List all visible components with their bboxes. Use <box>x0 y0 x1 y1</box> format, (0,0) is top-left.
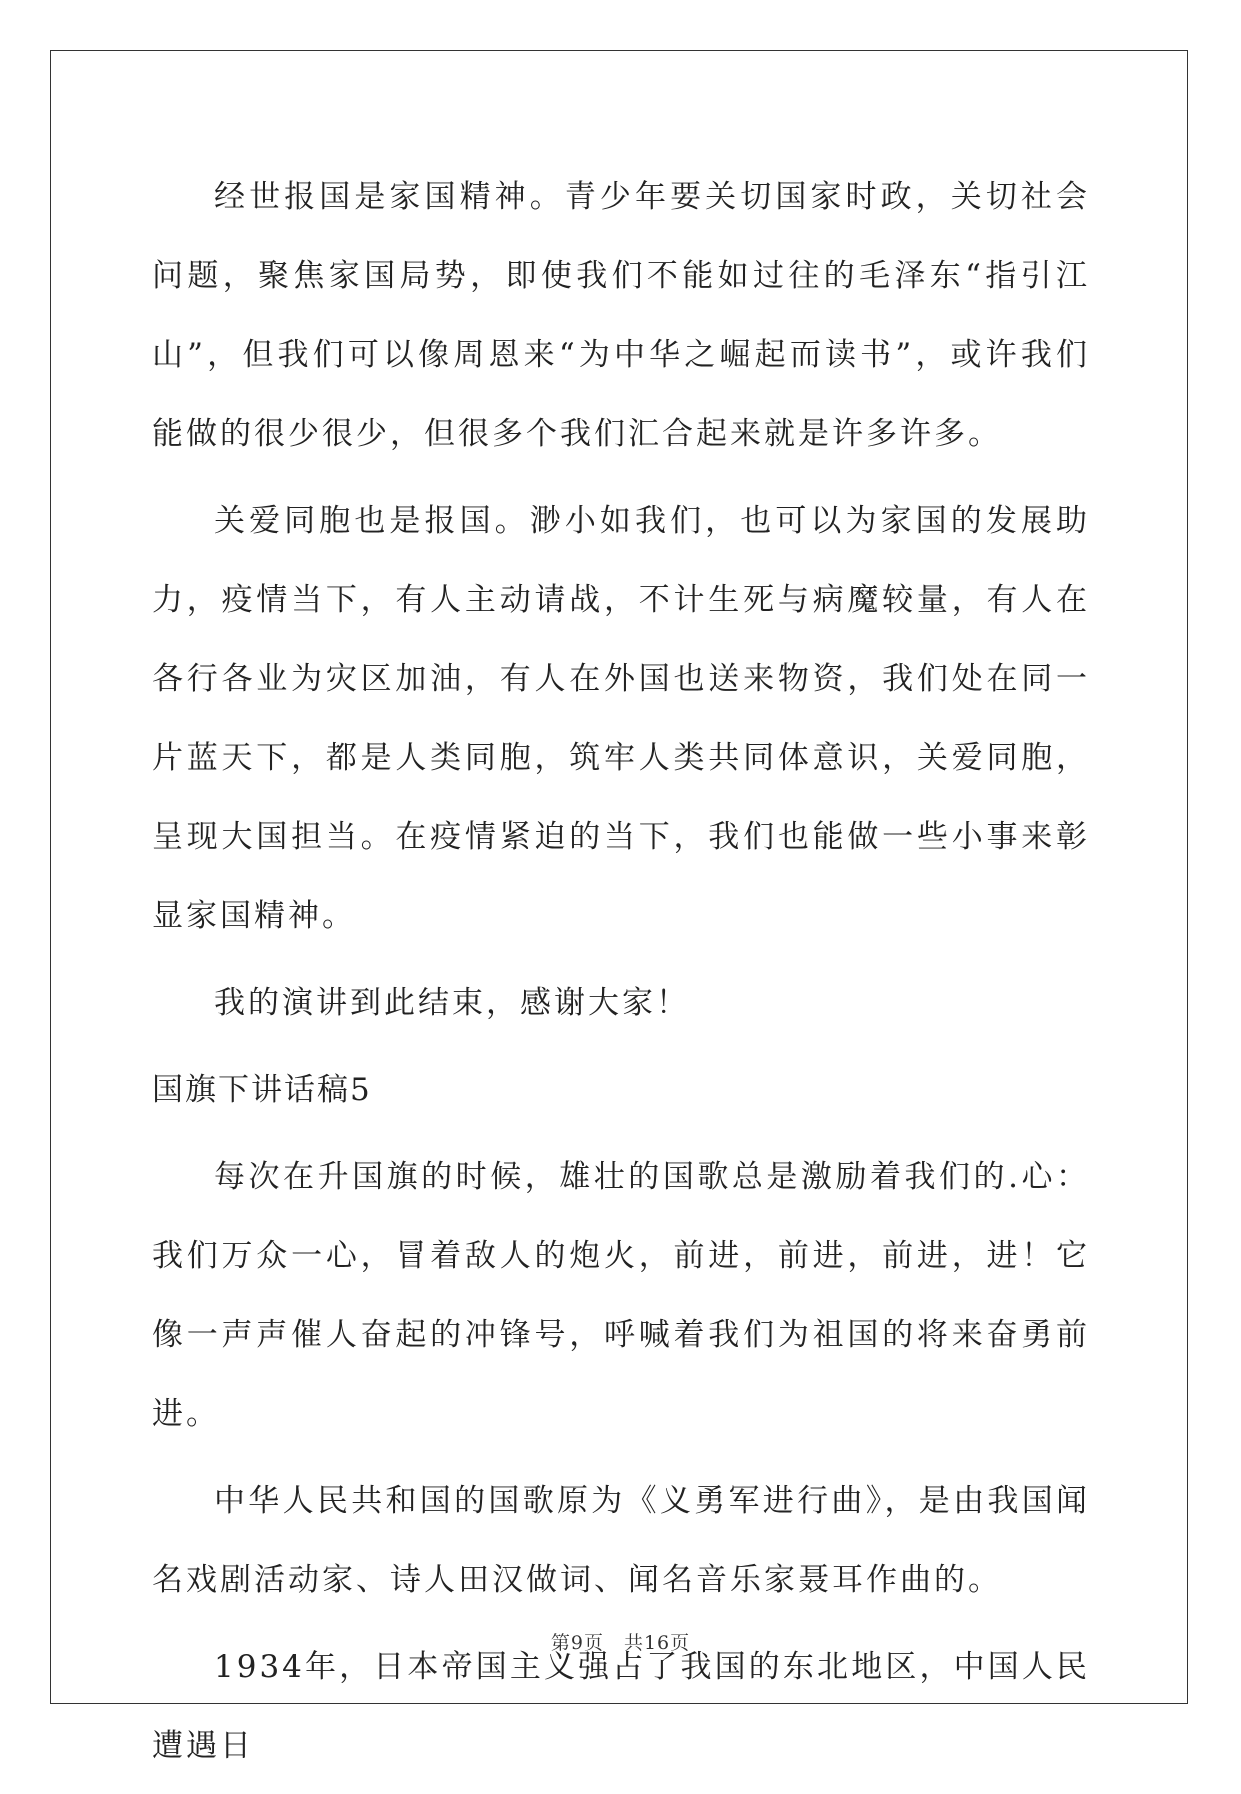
paragraph-jingshi-baoguo: 经世报国是家国精神。青少年要关切国家时政，关切社会问题，聚焦家国局势，即使我们不能如过往的毛泽东“指引江山”，但我们可以像周恩来“为中华之崛起而读书”，或许我们能做的很少很少，但很多个我们汇合起来就是许多许多。 <box>152 179 1090 452</box>
paragraph-guanai-tongbao: 关爱同胞也是报国。渺小如我们，也可以为家国的发展助力，疫情当下，有人主动请战，不计生死与病魔较量，有人在各行各业为灾区加油，有人在外国也送来物资，我们处在同一片蓝天下，都是人类同胞，筑牢人类共同体意识，关爱同胞，呈现大国担当。在疫情紧迫的当下，我们也能做一些小事来彰显家国精神。 <box>152 503 1090 934</box>
paragraph-1934: 1934年，日本帝国主义强占了我国的东北地区，中国人民遭遇日 <box>152 1649 1090 1764</box>
paragraph-closing: 我的演讲到此结束，感谢大家！ <box>214 985 690 1021</box>
document-body <box>152 158 1090 1794</box>
page-number-footer: 第9页 共16页 <box>550 1632 691 1654</box>
paragraph-yiyongjun: 中华人民共和国的国歌原为《义勇军进行曲》，是由我国闻名戏剧活动家、诗人田汉做词、闻名音乐家聂耳作曲的。 <box>152 1483 1090 1598</box>
paragraph-guoge: 每次在升国旗的时候，雄壮的国歌总是激励着我们的.心：我们万众一心，冒着敌人的炮火，前进，前进，前进，进！它像一声声催人奋起的冲锋号，呼喊着我们为祖国的将来奋勇前进。 <box>152 1159 1090 1432</box>
section-heading: 国旗下讲话稿5 <box>152 1072 372 1108</box>
